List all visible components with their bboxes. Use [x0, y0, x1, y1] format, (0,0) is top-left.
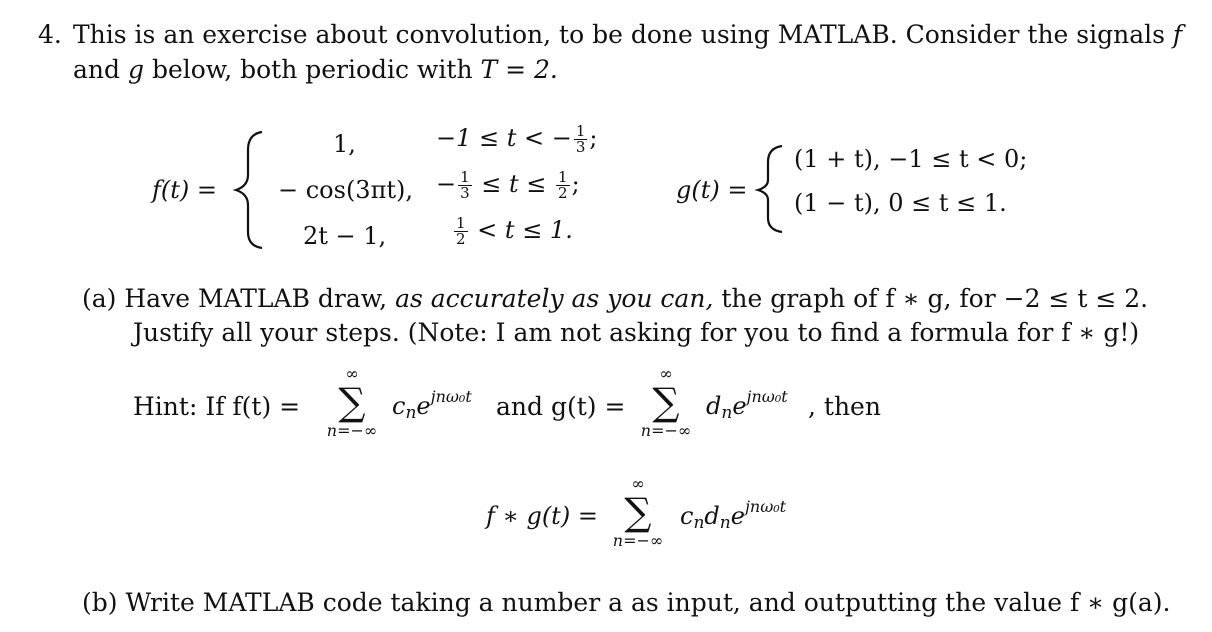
sum3: [608, 474, 668, 550]
term1-sub: n: [405, 403, 417, 423]
sum1-sigma: ∑: [338, 380, 366, 424]
frac-num: 1: [575, 122, 586, 140]
f-case3-expr: 2t − 1,: [303, 222, 387, 250]
f-case2-expr: − cos(3πt),: [278, 176, 413, 204]
sum2-lower: n=−∞: [640, 421, 692, 440]
problem-number: 4.: [38, 20, 62, 49]
hint-suffix: , then: [808, 392, 881, 421]
term2-exp-base: e: [732, 392, 747, 420]
sum2-sigma: ∑: [652, 380, 680, 424]
term3-sub2: n: [719, 513, 731, 533]
term1-exp: jnω₀t: [430, 387, 472, 406]
part-b-text: Write MATLAB code taking a number a as input, and outputting the value f ∗ g(a).: [125, 588, 1171, 617]
conv-lhs: f ∗ g(t) =: [486, 502, 598, 530]
term3-coef1: c: [680, 502, 694, 530]
term1-coef: c: [392, 392, 406, 420]
f-case3-frac: [454, 216, 468, 247]
and-word: and: [73, 55, 121, 84]
term1: [392, 387, 472, 423]
period-eq: T = 2.: [480, 55, 558, 84]
hint-mid: and g(t) =: [496, 392, 626, 421]
f-case2-frac1: [458, 170, 472, 201]
sum3-sigma: ∑: [624, 490, 652, 534]
sum3-upper: ∞: [631, 474, 645, 493]
var-g: g: [127, 55, 144, 84]
part-a-text1: Have MATLAB draw,: [124, 284, 388, 313]
hint-prefix: Hint: If f(t) =: [133, 392, 301, 421]
f-case1-cond-post: ;: [589, 124, 598, 152]
g-label: g(t) =: [676, 176, 748, 204]
part-a-emph: as accurately as you can,: [395, 284, 714, 313]
term2: [706, 387, 788, 423]
term3: [680, 497, 787, 533]
g-brace: [758, 146, 782, 232]
part-b-label: (b): [82, 588, 118, 617]
g-case2: (1 − t), 0 ≤ t ≤ 1.: [794, 189, 1007, 217]
f-case1-frac: [574, 124, 588, 155]
frac-den: 2: [558, 184, 568, 202]
f-brace: [236, 132, 262, 248]
term1-exp-base: e: [416, 392, 431, 420]
f-case1-cond-pre: −1 ≤ t < −: [436, 124, 572, 152]
problem-line2-text: below, both periodic with: [151, 55, 473, 84]
term3-exp-base: e: [730, 502, 745, 530]
var-f: f: [1172, 20, 1183, 49]
term3-exp: jnω₀t: [744, 497, 787, 516]
part-a-text2: the graph of f ∗ g, for −2 ≤ t ≤ 2.: [721, 284, 1149, 313]
sum2-upper: ∞: [659, 364, 673, 383]
frac-num: 1: [558, 168, 568, 186]
f-case2-cond-post: ;: [571, 170, 580, 198]
f-case1-expr: 1,: [333, 130, 356, 158]
term2-exp: jnω₀t: [746, 387, 788, 406]
f-case2-mid: ≤ t ≤: [473, 170, 555, 198]
sum1-upper: ∞: [345, 364, 359, 383]
f-case2-frac2: [556, 170, 570, 201]
f-case3-cond: [452, 216, 573, 247]
f-case3-cond-post: < t ≤ 1.: [469, 216, 573, 244]
frac-den: 2: [456, 230, 466, 248]
problem-line1-text: This is an exercise about convolution, to be done using MATLAB. Consider the signals: [73, 20, 1165, 49]
f-label: f(t) =: [152, 176, 217, 204]
f-case1-cond: [436, 124, 598, 155]
sum2: [636, 364, 696, 440]
part-a-label: (a): [82, 284, 117, 313]
part-b-line: [82, 588, 1170, 618]
frac-num: 1: [460, 168, 470, 186]
frac-den: 3: [575, 138, 586, 156]
sum1-lower: n=−∞: [326, 421, 378, 440]
term3-sub1: n: [693, 513, 705, 533]
frac-den: 3: [460, 184, 470, 202]
term3-coef2: d: [704, 502, 720, 530]
sum1: [322, 364, 382, 440]
f-case2-neg: −: [436, 170, 457, 198]
term2-sub: n: [721, 403, 733, 423]
g-case1: (1 + t), −1 ≤ t < 0;: [794, 145, 1028, 173]
term2-coef: d: [706, 392, 722, 420]
frac-num: 1: [456, 214, 466, 232]
part-a-line1: [82, 284, 1148, 314]
part-a-line2: Justify all your steps. (Note: I am not asking for you to find a formula for f ∗ g!): [133, 318, 1140, 347]
sum3-lower: n=−∞: [612, 531, 664, 550]
f-case2-cond: [436, 170, 580, 201]
